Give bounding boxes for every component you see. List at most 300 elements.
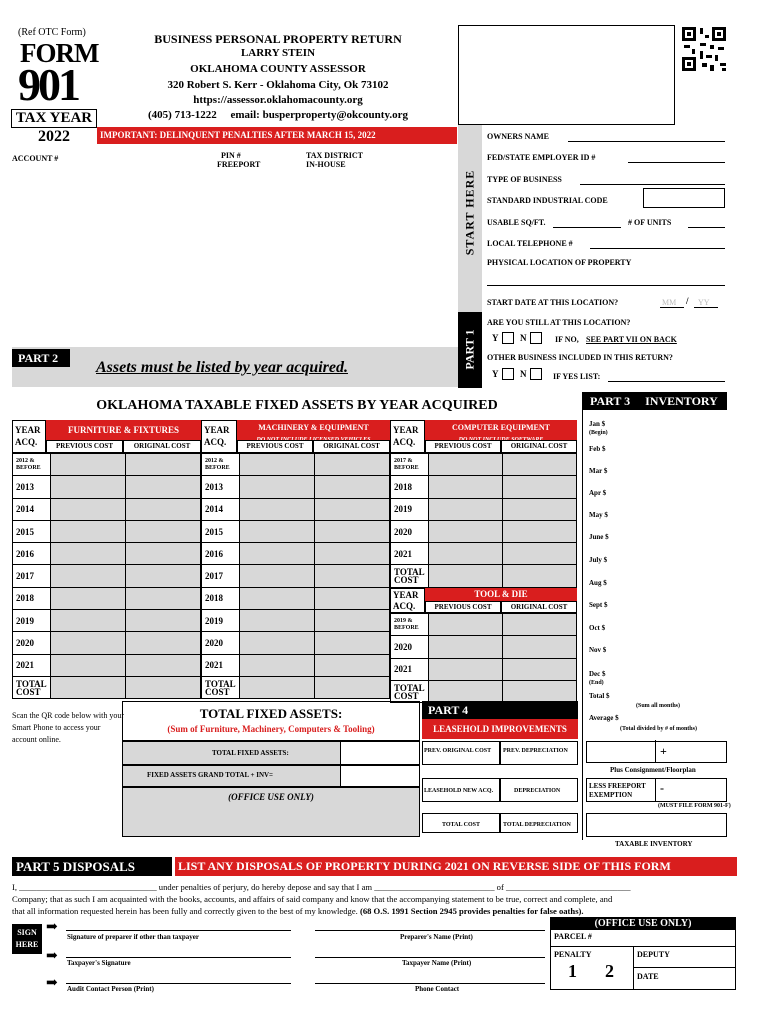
taxable-inventory-field[interactable] xyxy=(586,813,727,837)
fed-id-field[interactable] xyxy=(628,162,725,163)
arrow-right-icon: ➡ xyxy=(46,949,58,964)
acq-label: ACQ. xyxy=(393,437,416,447)
total-value-cell[interactable] xyxy=(502,565,576,587)
tool-die-table xyxy=(390,613,577,703)
total-value-cell[interactable] xyxy=(428,565,502,587)
year-cell: 2013 xyxy=(13,476,51,498)
depreciation-label: DEPRECIATION xyxy=(514,788,561,794)
end-note: (End) xyxy=(589,680,604,686)
sic-field[interactable] xyxy=(643,188,725,208)
value-cell[interactable] xyxy=(125,654,200,676)
total-value-cell[interactable] xyxy=(502,680,576,702)
year-cell: 2018 xyxy=(202,587,240,609)
computer-prev-cost: PREVIOUS COST xyxy=(425,440,501,453)
year-label: YEAR xyxy=(15,425,41,435)
computer-note: DO NOT INCLUDE SOFTWARE xyxy=(458,437,544,443)
inventory-feb[interactable]: Feb $ xyxy=(589,445,606,453)
table-row xyxy=(202,587,390,609)
penalty-1[interactable]: 1 xyxy=(568,961,577,981)
total-cost-cell xyxy=(202,676,240,698)
sign-label: SIGN xyxy=(17,928,37,937)
table-row xyxy=(202,520,390,542)
assessor-website[interactable]: https://assessor.oklahomacounty.org xyxy=(193,94,363,106)
form-label: FORM xyxy=(20,38,99,68)
table-row xyxy=(391,543,577,565)
year-cell: 2019 xyxy=(391,498,429,520)
year-cell: 2021 xyxy=(13,654,51,676)
start-date-year[interactable]: YY xyxy=(698,298,710,307)
office-divider xyxy=(551,946,735,947)
penalty-2[interactable]: 2 xyxy=(605,961,614,981)
part5-label: PART 5 xyxy=(16,859,60,874)
value-cell[interactable] xyxy=(125,610,200,632)
assessor-address: 320 Robert S. Kerr - Oklahoma City, Ok 73102 xyxy=(167,79,389,91)
furniture-header: FURNITURE & FIXTURES xyxy=(46,420,201,440)
inhouse-label: IN-HOUSE xyxy=(306,160,346,169)
prev-depreciation-label: PREV. DEPRECIATION xyxy=(503,748,568,754)
arrow-right-icon: ➡ xyxy=(46,976,58,991)
value-cell[interactable] xyxy=(50,543,125,565)
table-row xyxy=(13,520,201,542)
table-row xyxy=(391,476,577,498)
freeport-divider xyxy=(655,778,656,802)
qr-instructions: Scan the QR code below with your Smart Phone to access your account online. xyxy=(12,711,124,744)
value-cell[interactable] xyxy=(314,565,389,587)
inventory-dec[interactable]: Dec $ xyxy=(589,670,606,678)
total-value-cell[interactable] xyxy=(125,676,200,698)
office-divider-v xyxy=(633,946,634,990)
year-cell: 2021 xyxy=(391,658,429,680)
value-cell[interactable] xyxy=(50,654,125,676)
start-date-label: START DATE AT THIS LOCATION? xyxy=(487,298,619,307)
assets-note: Assets must be listed by year acquired. xyxy=(96,359,348,376)
table-row xyxy=(202,498,390,520)
table-row xyxy=(391,658,577,680)
machinery-table xyxy=(201,453,390,699)
must-file-note: (MUST FILE FORM 901-F) xyxy=(658,803,731,809)
leasehold-new-label: LEASEHOLD NEW ACQ. xyxy=(424,788,494,794)
furniture-table xyxy=(12,453,201,699)
leasehold-heading: LEASEHOLD IMPROVEMENTS xyxy=(422,719,578,739)
total-divided-note: (Total divided by # of months) xyxy=(620,726,697,732)
office-divider-2 xyxy=(633,967,735,968)
value-cell[interactable] xyxy=(239,632,314,654)
value-cell[interactable] xyxy=(502,614,576,636)
machinery-orig-cost: ORIGINAL COST xyxy=(313,440,390,453)
taxpayer-name-label: Taxpayer Name (Print) xyxy=(402,959,472,967)
value-cell[interactable] xyxy=(502,636,576,658)
part2-heading: OKLAHOMA TAXABLE FIXED ASSETS BY YEAR ACQUIRED xyxy=(96,398,498,413)
year-cell: 2016 xyxy=(202,543,240,565)
acq-label: ACQ. xyxy=(15,437,38,447)
total-label: TOTAL xyxy=(394,567,425,578)
value-cell[interactable] xyxy=(50,610,125,632)
table-row xyxy=(391,565,577,587)
declaration-line-1: I, ________________________________ under penalties of perjury, do hereby depose and say that I am ____________________________ of _____________________________ xyxy=(12,882,631,892)
sum-months-note: (Sum all months) xyxy=(636,703,681,709)
value-cell[interactable] xyxy=(50,454,125,476)
penalty-label: PENALTY xyxy=(554,950,592,959)
type-of-business-field[interactable] xyxy=(580,184,725,185)
num-units-field[interactable] xyxy=(688,227,725,228)
table-row xyxy=(13,654,201,676)
tax-district-label: TAX DISTRICT xyxy=(306,151,363,160)
still-at-y-label: Y xyxy=(492,333,499,343)
owners-name-label: OWNERS NAME xyxy=(487,132,550,141)
value-cell[interactable] xyxy=(314,498,389,520)
computer-header xyxy=(425,420,577,443)
value-cell[interactable] xyxy=(314,476,389,498)
year-cell: 2019 xyxy=(202,610,240,632)
year-label: YEAR xyxy=(393,425,419,435)
value-cell[interactable] xyxy=(502,520,576,542)
mailing-label-box xyxy=(458,25,675,125)
inventory-total[interactable]: Total $ xyxy=(589,692,610,700)
total-value-cell[interactable] xyxy=(239,676,314,698)
year-acq-header-tool xyxy=(390,588,425,613)
table-row xyxy=(202,476,390,498)
table-row xyxy=(202,654,390,676)
year-acq-header-a xyxy=(12,420,46,453)
office-use-only-header: (OFFICE USE ONLY) xyxy=(551,918,735,930)
still-at-n-label: N xyxy=(520,333,527,343)
inventory-sep[interactable]: Sept $ xyxy=(589,601,608,609)
value-cell[interactable] xyxy=(125,543,200,565)
usable-sqft-label: USABLE SQ/FT. xyxy=(487,218,546,227)
important-banner: IMPORTANT: DELINQUENT PENALTIES AFTER MARCH 15, 2022 xyxy=(97,127,457,144)
start-date-month-line xyxy=(660,307,684,308)
total-fixed-assets-field[interactable] xyxy=(340,741,420,765)
value-cell[interactable] xyxy=(125,498,200,520)
consignment-divider xyxy=(655,740,656,763)
date-label: DATE xyxy=(637,972,659,981)
value-cell[interactable] xyxy=(502,476,576,498)
inventory-apr[interactable]: Apr $ xyxy=(589,489,607,497)
prev-original-label: PREV. ORIGINAL COST xyxy=(424,748,492,754)
value-cell[interactable] xyxy=(50,520,125,542)
machinery-title: MACHINERY & EQUIPMENT xyxy=(258,423,369,432)
value-cell[interactable] xyxy=(239,476,314,498)
total-cost-cell xyxy=(391,565,429,587)
year-cell: 2020 xyxy=(202,632,240,654)
year-cell: 2018 xyxy=(13,587,51,609)
part3-heading: PART 3 INVENTORY xyxy=(582,392,727,410)
local-phone-field[interactable] xyxy=(590,248,725,249)
total-cost-label: TOTAL COST xyxy=(442,822,480,828)
year-cell: 2020 xyxy=(391,520,429,542)
value-cell[interactable] xyxy=(428,520,502,542)
machinery-header xyxy=(237,420,390,443)
start-date-slash: / xyxy=(686,296,689,306)
value-cell[interactable] xyxy=(428,498,502,520)
value-cell[interactable] xyxy=(502,658,576,680)
value-cell[interactable] xyxy=(314,587,389,609)
year-cell: 2017 xyxy=(13,565,51,587)
inventory-jul[interactable]: July $ xyxy=(589,556,608,564)
table-row xyxy=(391,498,577,520)
value-cell[interactable] xyxy=(125,476,200,498)
year-cell: 2018 xyxy=(391,476,429,498)
value-cell[interactable] xyxy=(50,632,125,654)
year-cell: 2017 xyxy=(202,565,240,587)
grand-total-field[interactable] xyxy=(340,765,420,787)
num-units-label: # OF UNITS xyxy=(628,218,672,227)
year-acq-header-c xyxy=(390,420,425,453)
owners-name-field[interactable] xyxy=(568,141,725,142)
begin-note: (Begin) xyxy=(589,430,608,436)
table-row xyxy=(391,454,577,476)
table-row xyxy=(13,610,201,632)
value-cell[interactable] xyxy=(239,520,314,542)
value-cell[interactable] xyxy=(428,476,502,498)
deputy-label: DEPUTY xyxy=(637,950,670,959)
parcel-label: PARCEL # xyxy=(554,932,592,941)
value-cell[interactable] xyxy=(239,498,314,520)
declaration-penalty: (68 O.S. 1991 Section 2945 provides penalties for false oaths). xyxy=(359,906,584,916)
year-cell: 2012 & BEFORE xyxy=(13,454,51,476)
value-cell[interactable] xyxy=(50,476,125,498)
value-cell[interactable] xyxy=(125,632,200,654)
cost-label: COST xyxy=(394,575,419,586)
table-row xyxy=(13,454,201,476)
table-row xyxy=(13,498,201,520)
here-label: HERE xyxy=(15,940,39,949)
acq-label: ACQ. xyxy=(204,437,227,447)
other-business-y-label: Y xyxy=(492,369,499,379)
value-cell[interactable] xyxy=(314,632,389,654)
start-date-year-line xyxy=(694,307,718,308)
year-cell: 2013 xyxy=(202,476,240,498)
table-row xyxy=(202,610,390,632)
qr-code-icon[interactable] xyxy=(680,25,728,73)
grand-total-label: FIXED ASSETS GRAND TOTAL + INV= xyxy=(147,771,274,779)
value-cell[interactable] xyxy=(125,587,200,609)
start-here-strip xyxy=(458,125,482,312)
year-cell: 2019 xyxy=(13,610,51,632)
total-fixed-assets-title: TOTAL FIXED ASSETS: xyxy=(199,706,343,721)
furniture-prev-cost: PREVIOUS COST xyxy=(46,440,123,453)
table-row xyxy=(13,676,201,698)
phone-contact-label: Phone Contact xyxy=(415,985,460,993)
phone-contact-line[interactable] xyxy=(315,983,545,984)
value-cell[interactable] xyxy=(50,587,125,609)
declaration-line-3 xyxy=(12,906,584,916)
year-cell: 2015 xyxy=(202,520,240,542)
value-cell[interactable] xyxy=(428,658,502,680)
sic-label: STANDARD INDUSTRIAL CODE xyxy=(487,196,608,205)
physical-location-field[interactable] xyxy=(487,285,725,286)
inventory-oct[interactable]: Oct $ xyxy=(589,624,606,632)
other-business-no-checkbox[interactable] xyxy=(530,368,542,380)
table-row xyxy=(391,680,577,702)
part4-label: PART 4 xyxy=(422,701,578,719)
account-label: ACCOUNT # xyxy=(12,154,59,163)
fed-id-label: FED/STATE EMPLOYER ID # xyxy=(487,153,596,162)
value-cell[interactable] xyxy=(314,654,389,676)
assessor-name: LARRY STEIN xyxy=(240,47,316,59)
table-row xyxy=(13,587,201,609)
year-cell: 2015 xyxy=(13,520,51,542)
freeport-label: FREEPORT xyxy=(217,160,261,169)
total-label: TOTAL xyxy=(16,678,47,689)
tool-prev-cost: PREVIOUS COST xyxy=(425,601,501,613)
year-cell: 2012 & BEFORE xyxy=(202,454,240,476)
computer-table xyxy=(390,453,577,588)
tax-year-label: TAX YEAR xyxy=(11,109,97,128)
cost-label: COST xyxy=(394,690,419,701)
sum-note: (Sum of Furniture, Machinery, Computers & Tooling) xyxy=(167,724,375,734)
inventory-jan[interactable]: Jan $ xyxy=(589,420,606,428)
other-business-label: OTHER BUSINESS INCLUDED IN THIS RETURN? xyxy=(487,353,673,362)
total-label: TOTAL xyxy=(394,682,425,693)
value-cell[interactable] xyxy=(428,614,502,636)
table-row xyxy=(13,543,201,565)
part1-label: PART 1 xyxy=(462,329,477,370)
value-cell[interactable] xyxy=(239,654,314,676)
year-cell: 2021 xyxy=(202,654,240,676)
other-business-yes-checkbox[interactable] xyxy=(502,368,514,380)
if-yes-label: IF YES LIST: xyxy=(553,372,601,381)
value-cell[interactable] xyxy=(239,565,314,587)
table-row xyxy=(13,565,201,587)
audit-contact-line[interactable] xyxy=(66,983,291,984)
value-cell[interactable] xyxy=(50,498,125,520)
value-cell[interactable] xyxy=(314,543,389,565)
start-date-month[interactable]: MM xyxy=(662,298,677,307)
audit-contact-label: Audit Contact Person (Print) xyxy=(67,985,154,993)
taxpayer-name-line[interactable] xyxy=(315,957,545,958)
total-depreciation-label: TOTAL DEPRECIATION xyxy=(503,822,571,828)
inventory-jun[interactable]: June $ xyxy=(589,533,609,541)
value-cell[interactable] xyxy=(50,565,125,587)
still-at-label: ARE YOU STILL AT THIS LOCATION? xyxy=(487,318,631,327)
preparer-signature-line[interactable] xyxy=(66,930,291,931)
type-of-business-label: TYPE OF BUSINESS xyxy=(487,175,562,184)
value-cell[interactable] xyxy=(239,543,314,565)
other-business-n-label: N xyxy=(520,369,527,379)
local-phone-label: LOCAL TELEPHONE # xyxy=(487,239,573,248)
still-at-yes-checkbox[interactable] xyxy=(502,332,514,344)
assessor-office: OKLAHOMA COUNTY ASSESSOR xyxy=(190,63,366,75)
value-cell[interactable] xyxy=(239,587,314,609)
value-cell[interactable] xyxy=(125,565,200,587)
part3-divider xyxy=(582,410,583,840)
year-cell: 2019 & BEFORE xyxy=(391,614,429,636)
part2-label: PART 2 xyxy=(12,349,70,367)
tool-die-header: TOOL & DIE xyxy=(425,588,577,601)
usable-sqft-field[interactable] xyxy=(553,227,621,228)
value-cell[interactable] xyxy=(314,520,389,542)
value-cell[interactable] xyxy=(125,520,200,542)
if-no-label: IF NO, xyxy=(555,335,579,344)
sign-here-badge xyxy=(12,924,42,954)
start-here-label: START HERE xyxy=(462,169,477,256)
table-row xyxy=(391,614,577,636)
year-acq-header-b xyxy=(201,420,237,453)
value-cell[interactable] xyxy=(502,543,576,565)
table-row xyxy=(202,632,390,654)
value-cell[interactable] xyxy=(314,454,389,476)
year-cell: 2014 xyxy=(13,498,51,520)
form-number: 901 xyxy=(18,59,78,110)
preparer-name-label: Preparer's Name (Print) xyxy=(400,933,473,941)
value-cell[interactable] xyxy=(314,610,389,632)
table-row xyxy=(202,543,390,565)
inventory-average[interactable]: Average $ xyxy=(589,714,619,722)
value-cell[interactable] xyxy=(428,454,502,476)
still-at-no-checkbox[interactable] xyxy=(530,332,542,344)
table-row xyxy=(202,676,390,698)
ref-otc-form: (Ref OTC Form) xyxy=(18,27,86,38)
minus-sign[interactable]: - xyxy=(660,781,664,795)
inventory-mar[interactable]: Mar $ xyxy=(589,467,608,475)
cost-label: COST xyxy=(205,686,230,697)
table-row xyxy=(391,636,577,658)
table-row xyxy=(13,476,201,498)
pin-label: PIN # xyxy=(221,151,241,160)
value-cell[interactable] xyxy=(502,498,576,520)
taxpayer-signature-label: Taxpayer's Signature xyxy=(67,959,131,967)
tax-year: 2022 xyxy=(38,128,70,145)
total-value-cell[interactable] xyxy=(50,676,125,698)
value-cell[interactable] xyxy=(239,610,314,632)
table-row xyxy=(202,454,390,476)
year-cell: 2020 xyxy=(13,632,51,654)
declaration-line-2: Company; that as such I am acquainted with the books, accounts, and affairs of said company and know that the accompanying statement to be true, correct and complete, and xyxy=(12,894,613,904)
preparer-name-line[interactable] xyxy=(315,930,545,931)
year-cell: 2020 xyxy=(391,636,429,658)
preparer-signature-label: Signature of preparer if other than taxpayer xyxy=(67,933,199,941)
inventory-aug[interactable]: Aug $ xyxy=(589,579,607,587)
part1-strip xyxy=(458,312,482,388)
office-use-label: (OFFICE USE ONLY) xyxy=(228,792,314,802)
see-part7-link: SEE PART VII ON BACK xyxy=(586,335,677,344)
furniture-orig-cost: ORIGINAL COST xyxy=(123,440,201,453)
machinery-note: DO NOT INCLUDE LICENSED VEHICLES xyxy=(256,437,371,443)
total-value-cell[interactable] xyxy=(314,676,389,698)
plus-sign: + xyxy=(660,744,667,758)
declaration-text: that all information requested herein has been fully and correctly given to the best of my knowledge. xyxy=(12,906,358,916)
inventory-may[interactable]: May $ xyxy=(589,511,608,519)
value-cell[interactable] xyxy=(502,454,576,476)
arrow-right-icon: ➡ xyxy=(46,920,58,935)
part5-banner xyxy=(12,857,172,876)
computer-title: COMPUTER EQUIPMENT xyxy=(452,423,550,432)
value-cell[interactable] xyxy=(239,454,314,476)
taxpayer-signature-line[interactable] xyxy=(66,957,291,958)
value-cell[interactable] xyxy=(428,543,502,565)
inventory-nov[interactable]: Nov $ xyxy=(589,646,607,654)
total-value-cell[interactable] xyxy=(428,680,502,702)
value-cell[interactable] xyxy=(125,454,200,476)
tool-orig-cost: ORIGINAL COST xyxy=(501,601,577,613)
value-cell[interactable] xyxy=(428,636,502,658)
form-title: BUSINESS PERSONAL PROPERTY RETURN xyxy=(154,32,402,46)
year-label: YEAR xyxy=(393,590,419,600)
disposals-label: DISPOSALS xyxy=(62,859,135,874)
total-cost-cell xyxy=(13,676,51,698)
year-label: YEAR xyxy=(204,425,230,435)
disposals-banner: LIST ANY DISPOSALS OF PROPERTY DURING 2021 ON REVERSE SIDE OF THIS FORM xyxy=(175,857,737,876)
table-row xyxy=(202,565,390,587)
plus-consignment-label: Plus Consignment/Floorplan xyxy=(610,766,696,774)
acq-label: ACQ. xyxy=(393,601,416,611)
total-label: TOTAL xyxy=(205,678,236,689)
machinery-prev-cost: PREVIOUS COST xyxy=(237,440,313,453)
consignment-field[interactable] xyxy=(586,741,727,763)
computer-orig-cost: ORIGINAL COST xyxy=(501,440,577,453)
if-yes-field[interactable] xyxy=(608,381,725,382)
